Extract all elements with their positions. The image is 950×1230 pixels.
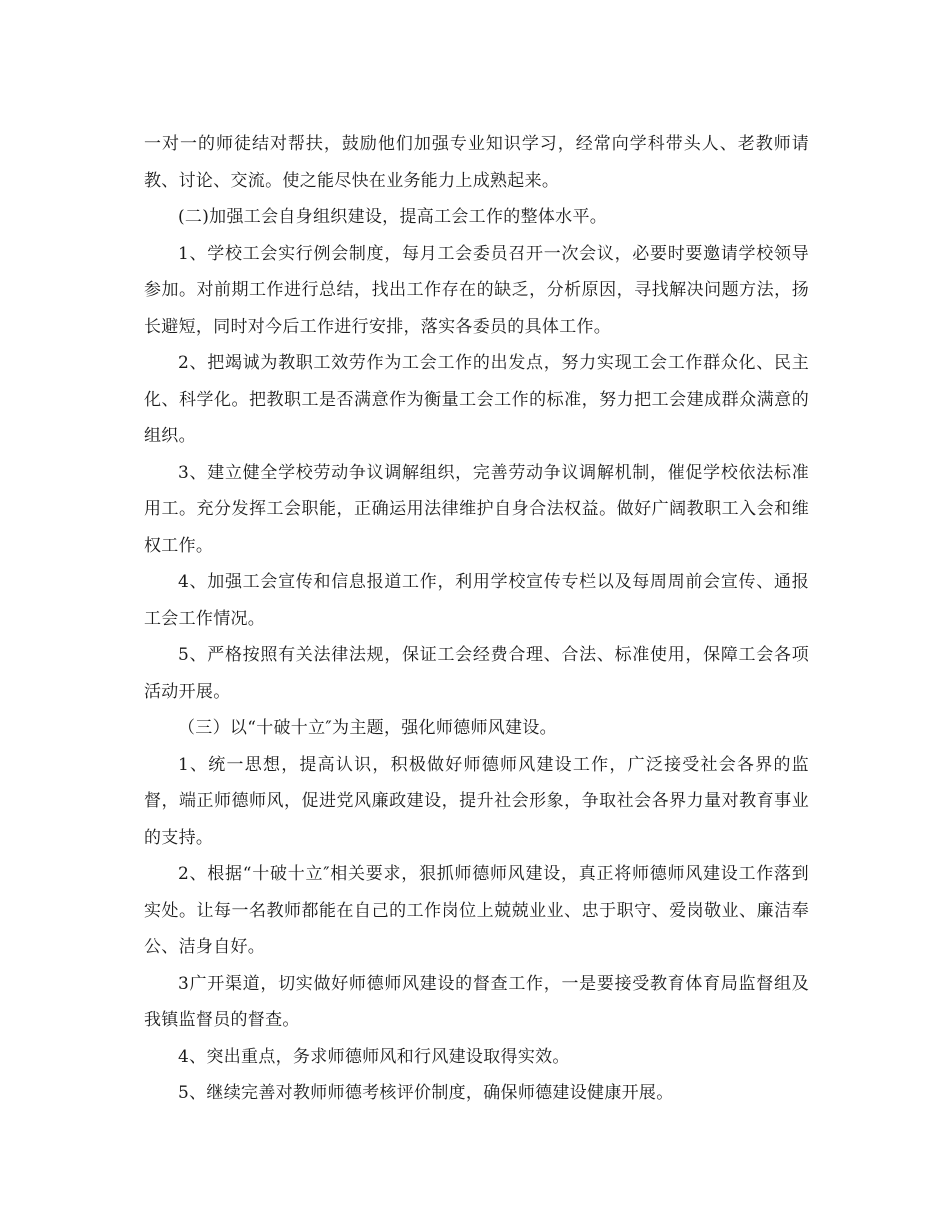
section-heading-3: （三）以“十破十立″为主题，强化师德师风建设。	[178, 718, 557, 738]
paragraph-item-1b: 1、统一思想，提高认识，积极做好师德师风建设工作，广泛接受社会各界的监督，端正师德师风，促进党风廉政建设，提升社会形象，争取社会各界力量对教育事业的支持。	[144, 754, 809, 848]
paragraph-item-3: 3、建立健全学校劳动争议调解组织，完善劳动争议调解机制，催促学校依法标准用工。充分发挥工会职能，正确运用法律维护自身合法权益。做好广阔教职工入会和维权工作。	[144, 462, 809, 556]
paragraph-item-5b: 5、继续完善对教师师德考核评价制度，确保师德建设健康开展。	[178, 1083, 674, 1103]
paragraph-item-4b: 4、突出重点，务求师德师风和行风建设取得实效。	[178, 1046, 570, 1067]
paragraph-item-4: 4、加强工会宣传和信息报道工作，利用学校宣传专栏以及每周周前会宣传、通报工会工作情况。	[144, 572, 809, 629]
paragraph-item-1: 1、学校工会实行例会制度，每月工会委员召开一次会议，必要时要邀请学校领导参加。对前期工作进行总结，找出工作存在的缺乏，分析原因，寻找解决问题方法，扬长避短，同时对今后工作进行安排，落实各委员的具体工作。	[144, 243, 809, 337]
document-body	[144, 126, 809, 1112]
paragraph-item-2b: 2、根据“十破十立″相关要求，狠抓师德师风建设，真正将师德师风建设工作落到实处。让每一名教师都能在自己的工作岗位上兢兢业业、忠于职守、爱岗敬业、廉洁奉公、洁身自好。	[144, 864, 809, 957]
section-heading-2: (二)加强工会自身组织建设，提高工会工作的整体水平。	[178, 207, 608, 227]
paragraph-item-3b: 3广开渠道，切实做好师德师风建设的督查工作，一是要接受教育体育局监督组及我镇监督员的督查。	[144, 973, 809, 1030]
paragraph-item-2: 2、把竭诚为教职工效劳作为工会工作的出发点，努力实现工会工作群众化、民主化、科学化。把教职工是否满意作为衡量工会工作的标准，努力把工会建成群众满意的组织。	[144, 353, 809, 446]
paragraph-1: 一对一的师徒结对帮扶，鼓励他们加强专业知识学习，经常向学科带头人、老教师请教、讨论、交流。使之能尽快在业务能力上成熟起来。	[144, 134, 809, 191]
paragraph-item-5: 5、严格按照有关法律法规，保证工会经费合理、合法、标准使用，保障工会各项活动开展。	[144, 645, 809, 702]
